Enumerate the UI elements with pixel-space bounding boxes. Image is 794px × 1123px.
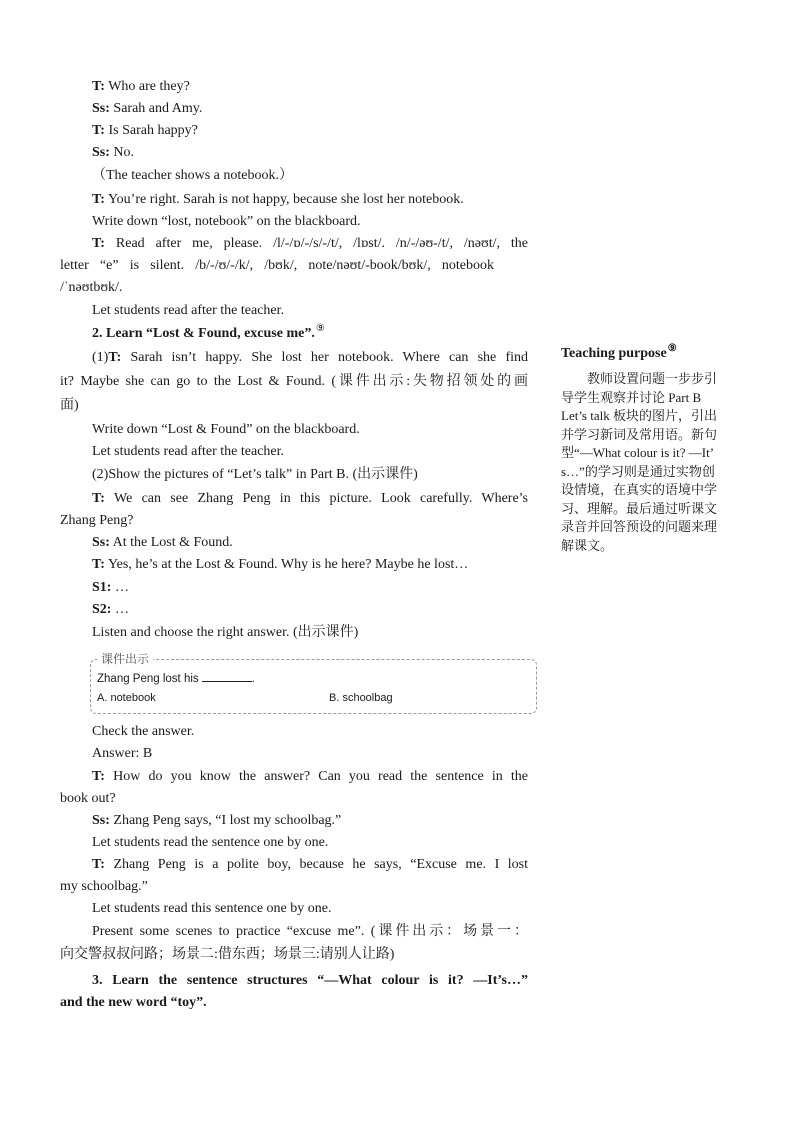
instruction-line: Let students read the sentence one by one. — [92, 835, 329, 850]
dialogue-line: T: Who are they? — [92, 79, 190, 94]
dialogue-line: T: How do you know the answer? Can you read the sentence in the — [92, 769, 528, 784]
dialogue-line: Ss: At the Lost & Found. — [92, 535, 233, 550]
instruction-line: Write down “Lost & Found” on the blackboard. — [92, 422, 360, 437]
instruction-line: Check the answer. — [92, 724, 195, 739]
sidebar-line: 并学习新词及常用语。新句 — [561, 426, 718, 442]
sidebar-body — [561, 370, 729, 555]
section-heading: 3. Learn the sentence structures “—What colour is it? —It’s…” — [92, 973, 528, 988]
dialogue-continuation: book out? — [60, 791, 116, 806]
dialogue-continuation: letter “e” is silent. /b/-/ʊ/-/k/, /bʊk/, note/nəʊt/-book/bʊk/, notebook — [60, 258, 494, 273]
instruction-line: Let students read after the teacher. — [92, 444, 285, 459]
dialogue-line: T: Zhang Peng is a polite boy, because he says, “Excuse me. I lost — [92, 857, 528, 872]
dialogue-line: T: Is Sarah happy? — [92, 123, 198, 138]
dialogue-line: T: Yes, he’s at the Lost & Found. Why is he here? Maybe he lost… — [92, 557, 469, 572]
instruction-line: (2)Show the pictures of “Let’s talk” in Part B. (出示课件) — [92, 467, 418, 482]
exercise-question: Zhang Peng lost his . — [97, 673, 255, 685]
dialogue-continuation: /ˈnəʊtbʊk/. — [60, 280, 123, 295]
sidebar-line: Let’s talk 板块的图片，引出 — [561, 408, 717, 423]
dialogue-continuation: Zhang Peng? — [60, 513, 134, 528]
paragraph-line: 向交警叔叔问路；场景二:借东西；场景三:请别人让路) — [60, 947, 395, 962]
stage-direction: （The teacher shows a notebook.） — [92, 168, 293, 183]
instruction-line: Let students read this sentence one by one. — [92, 901, 332, 916]
dialogue-line: Ss: No. — [92, 145, 135, 160]
option-a: A. notebook — [97, 692, 156, 704]
sidebar-line: 设情境，在真实的语境中学 — [561, 482, 718, 497]
option-b: B. schoolbag — [329, 692, 393, 704]
paragraph-line: Present some scenes to practice “excuse me”. (课件出示：场景一： — [92, 924, 528, 939]
sidebar-line: 录音并回答预设的问题来理 — [561, 519, 718, 534]
section-heading: 2. Learn “Lost & Found, excuse me”.⑨ — [92, 323, 325, 341]
exercise-box-title: 课件出示 — [97, 650, 153, 667]
dialogue-continuation: my schoolbag.” — [60, 879, 148, 894]
instruction-line: Write down “lost, notebook” on the blackboard. — [92, 214, 361, 229]
sidebar-line: 型“—What colour is it? —It’ — [561, 445, 715, 460]
section-heading-continuation: and the new word “toy”. — [60, 995, 207, 1010]
answer-line: Answer: B — [92, 746, 153, 761]
dialogue-line: T: Read after me, please. /l/-/ɒ/-/s/-/t/, /lɒst/. /n/-/əʊ-/t/, /nəʊt/, the — [92, 236, 528, 251]
paragraph-line: it? Maybe she can go to the Lost & Found. (课件出示:失物招领处的画 — [60, 374, 528, 389]
dialogue-line: T: You’re right. Sarah is not happy, because she lost her notebook. — [92, 192, 464, 207]
sidebar-line: 导学生观察并讨论 Part B — [561, 389, 702, 405]
instruction-line: Let students read after the teacher. — [92, 303, 285, 318]
exercise-box — [90, 659, 537, 714]
paragraph-line: 面) — [60, 398, 79, 413]
dialogue-line: T: We can see Zhang Peng in this picture. Look carefully. Where’s — [92, 491, 528, 506]
answer-blank — [202, 671, 252, 682]
paragraph-line: (1)T: Sarah isn’t happy. She lost her notebook. Where can she find — [92, 350, 528, 365]
instruction-line: Listen and choose the right answer. (出示课件) — [92, 625, 359, 640]
dialogue-line: S1: … — [92, 580, 129, 595]
dialogue-line: S2: … — [92, 602, 129, 617]
dialogue-line: Ss: Sarah and Amy. — [92, 101, 203, 116]
sidebar-line: 习、理解。最后通过听课文 — [561, 500, 718, 516]
sidebar-line: s…”的学习则是通过实物创 — [561, 463, 715, 479]
sidebar-line: 教师设置问题一步步引 — [561, 371, 718, 386]
dialogue-line: Ss: Zhang Peng says, “I lost my schoolbag.” — [92, 813, 342, 828]
sidebar-title: Teaching purpose⑨ — [561, 343, 677, 361]
sidebar-line: 解课文。 — [561, 537, 614, 553]
